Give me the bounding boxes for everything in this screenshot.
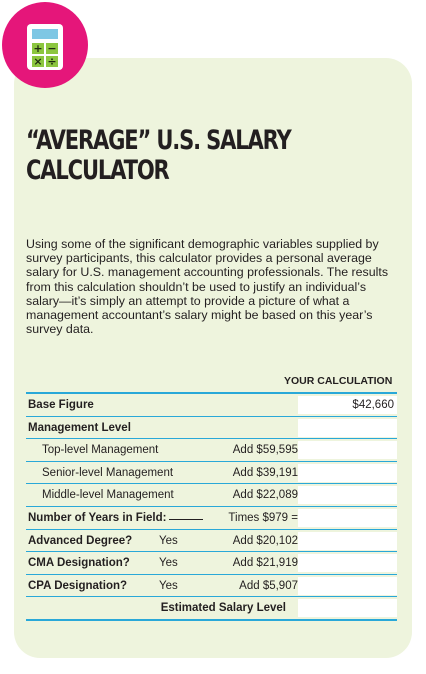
page-title [26, 126, 393, 186]
base-figure-value: $42,660 [352, 399, 394, 411]
add-amount: Add $5,907 [239, 579, 298, 592]
multiplier-amount: Times $979 = [228, 511, 298, 524]
answer-yes: Yes [159, 579, 178, 592]
calculator-icon [27, 24, 63, 70]
table-row-cpa-designation [26, 575, 397, 598]
years-blank[interactable] [169, 519, 203, 520]
calculator-badge [2, 2, 88, 88]
plus-key-icon: + [33, 42, 43, 55]
calculator-screen [32, 29, 58, 39]
table-row-management-level [26, 417, 397, 440]
add-amount: Add $59,595 [232, 444, 298, 457]
table-row-years-in-field [26, 507, 397, 530]
title-line-2: CALCULATOR [26, 155, 169, 186]
row-label: Middle-level Management [42, 489, 174, 502]
answer-yes: Yes [159, 557, 178, 570]
estimated-salary-label: Estimated Salary Level [160, 602, 286, 615]
calculation-cell[interactable] [298, 554, 397, 572]
row-label: Top-level Management [42, 444, 159, 457]
row-label: CMA Designation? [28, 557, 130, 570]
calculation-cell[interactable] [298, 532, 397, 550]
table-row-middle-level [26, 484, 397, 507]
calculation-cell[interactable] [298, 419, 397, 437]
table-row-base-figure [26, 394, 397, 417]
divide-key-icon: ÷ [47, 55, 57, 68]
row-label: CPA Designation? [28, 579, 128, 592]
salary-calculator-table [26, 392, 397, 621]
row-label: Management Level [28, 421, 131, 434]
title-line-1: “AVERAGE” U.S. SALARY [26, 125, 291, 156]
calculation-cell[interactable] [298, 486, 397, 504]
your-calculation-header: YOUR CALCULATION [284, 375, 393, 387]
calculation-cell[interactable] [298, 464, 397, 482]
add-amount: Add $20,102 [232, 534, 298, 547]
add-amount: Add $21,919 [232, 557, 298, 570]
table-row-senior-level [26, 462, 397, 485]
minus-key-icon: − [47, 42, 57, 55]
years-label-text: Number of Years in Field: [28, 511, 167, 524]
intro-paragraph: Using some of the significant demographic variables supplied by survey participants, this calculator provides a personal average salary for U.S. management accounting professionals. The results from this calculation shouldn’t be used to justify an individual’s salary—it’s simply an attempt to provide a picture of what a management accountant’s salary might be based on this year’s survey data. [26, 237, 389, 337]
add-amount: Add $39,191 [232, 466, 298, 479]
add-amount: Add $22,089 [232, 489, 298, 502]
table-row-top-level [26, 439, 397, 462]
row-label: Base Figure [28, 399, 94, 411]
table-row-estimated-salary [26, 597, 397, 621]
answer-yes: Yes [159, 534, 178, 547]
calculation-cell[interactable] [298, 441, 397, 459]
calculation-cell[interactable] [298, 599, 397, 617]
multiply-key-icon: × [33, 55, 43, 68]
table-row-advanced-degree [26, 530, 397, 553]
row-label [28, 512, 203, 524]
row-label: Senior-level Management [42, 466, 174, 479]
table-row-cma-designation [26, 552, 397, 575]
calculation-cell[interactable] [298, 509, 397, 527]
calculation-cell[interactable] [298, 577, 397, 595]
row-label: Advanced Degree? [28, 534, 133, 547]
